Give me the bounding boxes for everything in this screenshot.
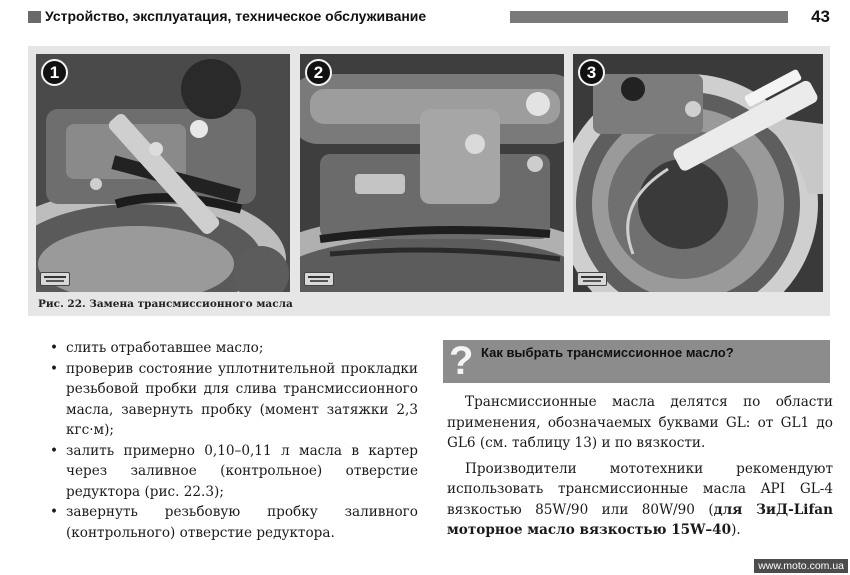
photo-1 (36, 54, 290, 292)
paragraph (447, 459, 833, 541)
section-title: Устройство, эксплуатация, техническое обслуживание (45, 8, 427, 24)
photo-2-image (300, 54, 564, 292)
photo-2-number-badge: 2 (305, 59, 332, 86)
photo-1-image (36, 54, 290, 292)
watermark: www.moto.com.ua (754, 559, 848, 573)
publisher-logo (577, 272, 607, 286)
oil-selection-text (447, 392, 833, 546)
header-bar (510, 11, 788, 23)
photo-3-number-badge: 3 (578, 59, 605, 86)
photo-3-image (573, 54, 823, 292)
page-header (28, 8, 830, 26)
page-number: 43 (811, 7, 830, 26)
paragraph-text: Производители мототехники рекомендуют использовать трансмиссионные масла API GL-4 вязкостью 85W/90 или 80W/90 ( (447, 460, 833, 518)
figure-22 (28, 46, 830, 316)
list-item: • залить примерно 0,10–0,11 л масла в картер через заливное (контрольное) отверстие редуктора (рис. 22.3); (48, 441, 418, 503)
photo-1-number-badge: 1 (41, 59, 68, 86)
figure-caption: Рис. 22. Замена трансмиссионного масла (38, 298, 293, 310)
list-item: • проверив состояние уплотнительной прокладки резьбовой пробки для слива трансмиссионного масла, завернуть пробку (момент затяжки 2,3 кгс·м); (48, 359, 418, 441)
question-mark-icon: ? (449, 339, 474, 383)
photo-3 (573, 54, 823, 292)
paragraph-bold-text: для ЗиД-Lifan моторное масло вязкостью 15W–40 (447, 501, 833, 538)
question-title: Как выбрать трансмиссионное масло? (481, 345, 734, 360)
paragraph-end: ). (731, 522, 741, 538)
publisher-logo (304, 272, 334, 286)
question-box (443, 340, 830, 383)
photo-2 (300, 54, 564, 292)
steps-list (48, 338, 418, 543)
list-item: • завернуть резьбовую пробку заливного (контрольного) отверстие редуктора. (48, 502, 418, 543)
list-item: • слить отработавшее масло; (48, 338, 418, 359)
publisher-logo (40, 272, 70, 286)
header-square-marker (28, 11, 41, 23)
paragraph: Трансмиссионные масла делятся по области применения, обозначаемых буквами GL: от GL1 до GL6 (см. таблицу 13) и по вязкости. (447, 394, 833, 451)
